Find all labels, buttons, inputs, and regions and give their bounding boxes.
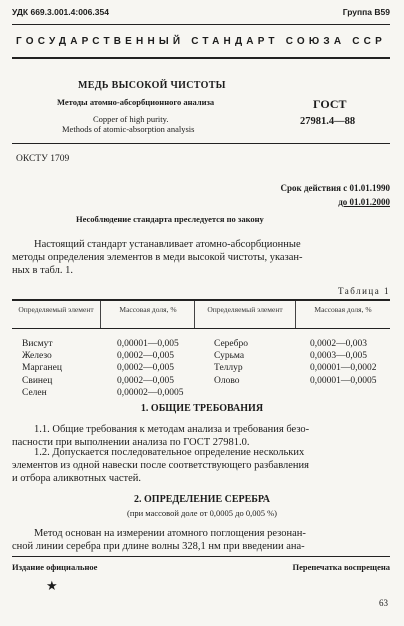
table-cell: Марганец [22,363,62,374]
subtitle-english: Methods of atomic-absorption analysis [62,124,195,134]
table-caption: Таблица 1 [338,286,390,296]
table-divider [194,301,195,328]
table-cell: Теллур [214,363,243,374]
table-cell: 0,0003—0,005 [310,351,367,362]
table-header-element: Определяемый элемент [18,305,94,314]
table-cell: 0,00002—0,0005 [117,387,184,398]
banner-rule [12,57,390,59]
table-header-mass-fraction: Массовая доля, % [314,305,372,314]
footer-rule [12,556,390,557]
document-subtitle: Методы атомно-абсорбционного анализа [57,97,215,107]
intro-paragraph [12,238,388,278]
section-subheading: (при массовой доле от 0,0005 до 0,005 %) [126,508,277,518]
table-header-rule [12,328,390,329]
okstu-code: ОКСТУ 1709 [16,154,70,164]
text-line: Настоящий стандарт устанавливает атомно-абсорбционные [34,239,301,250]
text-line: сной линии серебра при длине волны 328,1 нм при введении ана- [12,541,305,553]
table-cell: 0,0002—0,005 [117,363,174,374]
table-cell: Олово [214,375,240,386]
table-top-rule [12,299,390,301]
reprint-notice: Перепечатка воспрещена [292,562,390,572]
text-line: и отбора аликвотных частей. [12,473,142,485]
table-cell: 0,0002—0,005 [117,351,174,362]
text-line: 1.2. Допускается последовательное определение нескольких [34,447,305,458]
table-cell: Сурьма [214,351,245,362]
text-line: ных в табл. 1. [12,265,73,277]
text-line: Метод основан на измерении атомного поглощения резонан- [34,528,306,539]
table-divider [295,301,296,328]
table-cell: Серебро [214,339,248,349]
udk-code: УДК 669.3.001.4:006.354 [12,7,109,17]
text-line: пасности при выполнении анализа по ГОСТ 27981.0. [12,437,250,449]
star-icon: ★ [46,578,58,593]
text-line: элементов из одной навески после соответствующего разбавления [12,460,309,472]
text-line: методы определения элементов в меди высокой чистоты, указан- [12,252,303,264]
state-standard-banner: ГОСУДАРСТВЕННЫЙ СТАНДАРТ СОЮЗА ССР [16,36,386,47]
table-column-elements [22,338,62,399]
validity-from: Срок действия с 01.01.1990 [280,183,390,193]
table-cell: 0,00001—0,0002 [310,363,377,374]
table-cell: 0,00001—0,0005 [310,375,377,386]
page-number: 63 [379,598,388,608]
text-line: 1.1. Общие требования к методам анализа и требования безо- [34,424,310,435]
table-cell: Висмут [22,339,53,349]
table-column-fractions [310,338,377,387]
table-cell: Железо [22,351,52,362]
table-header-element: Определяемый элемент [207,305,283,314]
title-rule [12,143,390,144]
official-edition: Издание официальное [12,562,98,572]
section-paragraph [12,446,388,486]
table-divider [100,301,101,328]
law-notice: Несоблюдение стандарта преследуется по закону [76,214,264,224]
table-column-elements [214,338,248,387]
table-cell: Селен [22,387,47,398]
validity-to: до 01.01.2000 [338,197,390,207]
table-cell: Свинец [22,375,53,386]
table-column-fractions [117,338,184,399]
section-heading: 2. ОПРЕДЕЛЕНИЕ СЕРЕБРА [134,494,270,505]
table-header-mass-fraction: Массовая доля, % [119,305,177,314]
group-code: Группа В59 [342,7,390,17]
section-paragraph [12,527,388,553]
document-title: МЕДЬ ВЫСОКОЙ ЧИСТОТЫ [78,80,226,91]
table-cell: 0,0002—0,005 [117,375,174,386]
table-cell: 0,00001—0,005 [117,339,179,349]
title-english: Copper of high purity. [93,114,169,124]
table-cell: 0,0002—0,003 [310,339,367,349]
gost-label: ГОСТ [313,97,347,111]
section-heading: 1. ОБЩИЕ ТРЕБОВАНИЯ [140,403,264,414]
gost-number: 27981.4—88 [300,116,356,127]
top-rule [12,24,390,25]
